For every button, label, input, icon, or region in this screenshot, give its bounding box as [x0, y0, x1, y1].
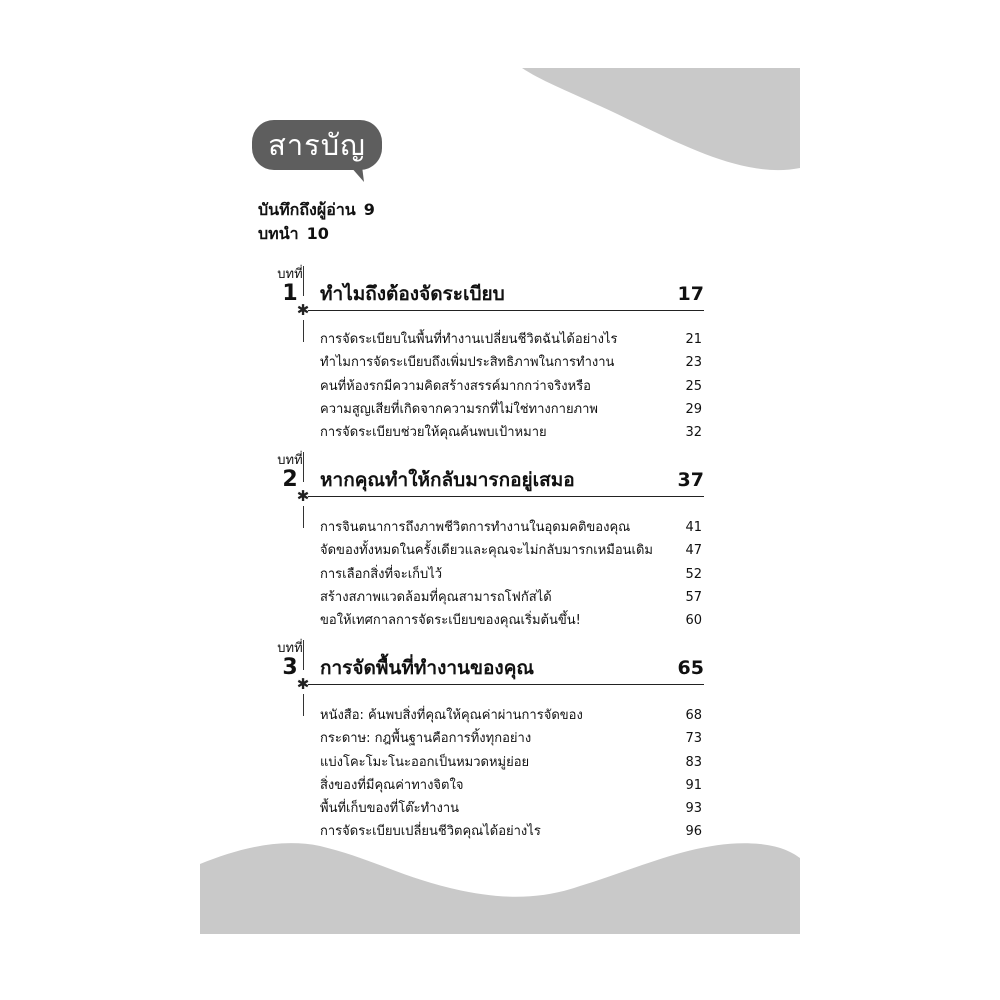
front-matter-page: 10: [306, 224, 329, 243]
chapter-label: บทที่: [277, 453, 303, 468]
toc-entry-page: 23: [685, 355, 702, 370]
chapter-title: การจัดพื้นที่ทำงานของคุณ: [320, 657, 535, 679]
page-title: สารบัญ: [268, 128, 366, 162]
toc-entry: คนที่ห้องรกมีความคิดสร้างสรรค์มากกว่าจริงหรือ: [320, 379, 591, 394]
toc-entry-page: 93: [685, 801, 702, 816]
toc-entry: หนังสือ: ค้นพบสิ่งที่คุณให้คุณค่าผ่านการจัดของ: [320, 708, 583, 723]
front-matter-item: [258, 222, 329, 247]
toc-entry: จัดของทั้งหมดในครั้งเดียวและคุณจะไม่กลับมารกเหมือนเดิม: [320, 543, 653, 558]
asterisk-icon: ✱: [296, 675, 310, 693]
front-matter-label: บันทึกถึงผู้อ่าน: [258, 200, 356, 219]
chapter-title: ทำไมถึงต้องจัดระเบียบ: [320, 283, 505, 305]
toc-entry-page: 25: [685, 379, 702, 394]
toc-entry: ขอให้เทศกาลการจัดระเบียบของคุณเริ่มต้นขึ้น!: [320, 613, 581, 628]
chapter-title: หากคุณทำให้กลับมารกอยู่เสมอ: [320, 469, 575, 491]
toc-entry: กระดาษ: กฎพื้นฐานคือการทิ้งทุกอย่าง: [320, 731, 532, 746]
toc-entry: ความสูญเสียที่เกิดจากความรกที่ไม่ใช่ทางกายภาพ: [320, 402, 598, 417]
top-gray-wave: [522, 68, 800, 170]
toc-entry-page: 52: [685, 567, 702, 582]
toc-entry: พื้นที่เก็บของที่โต๊ะทำงาน: [320, 801, 460, 816]
front-matter-item: [258, 198, 375, 223]
book-page: [200, 68, 800, 934]
chapter-page: 65: [677, 657, 704, 679]
front-matter-page: 9: [363, 200, 375, 219]
toc-entry-page: 29: [685, 402, 702, 417]
chapter-rule: [308, 684, 704, 685]
toc-entry-page: 96: [685, 824, 702, 839]
toc-entry-page: 73: [685, 731, 702, 746]
asterisk-icon: ✱: [296, 301, 310, 319]
toc-entry: การจัดระเบียบเปลี่ยนชีวิตคุณได้อย่างไร: [320, 824, 541, 839]
toc-entry: การจัดระเบียบในพื้นที่ทำงานเปลี่ยนชีวิตฉันได้อย่างไร: [320, 332, 618, 347]
chapter-rule: [308, 496, 704, 497]
toc-entry-page: 41: [685, 520, 702, 535]
toc-entry-page: 47: [685, 543, 702, 558]
chapter-number: 1: [282, 281, 298, 306]
toc-entry-page: 83: [685, 755, 702, 770]
chapter-page: 37: [677, 469, 704, 491]
toc-entry: การเลือกสิ่งที่จะเก็บไว้: [320, 567, 443, 582]
chapter-page: 17: [677, 283, 704, 305]
toc-entry-page: 32: [685, 425, 702, 440]
toc-entry: การจัดระเบียบช่วยให้คุณค้นพบเป้าหมาย: [320, 425, 547, 440]
asterisk-icon: ✱: [296, 487, 310, 505]
toc-entry: แบ่งโคะโมะโนะออกเป็นหมวดหมู่ย่อย: [320, 755, 530, 770]
toc-entry: การจินตนาการถึงภาพชีวิตการทำงานในอุดมคติของคุณ: [320, 520, 631, 535]
chapter-divider-bottom: [303, 694, 304, 716]
chapter-number: 2: [282, 467, 298, 492]
toc-entry-page: 60: [685, 613, 702, 628]
toc-entry-page: 68: [685, 708, 702, 723]
chapter-label: บทที่: [277, 641, 303, 656]
toc-entry: สร้างสภาพแวดล้อมที่คุณสามารถโฟกัสได้: [320, 590, 552, 605]
chapter-number: 3: [282, 655, 298, 680]
toc-entry-page: 57: [685, 590, 702, 605]
toc-entry-page: 91: [685, 778, 702, 793]
toc-entry: ทำไมการจัดระเบียบถึงเพิ่มประสิทธิภาพในการทำงาน: [320, 355, 615, 370]
chapter-divider-bottom: [303, 506, 304, 528]
bottom-gray-wave: [200, 843, 800, 934]
front-matter-label: บทนำ: [258, 224, 299, 243]
toc-entry-page: 21: [685, 332, 702, 347]
toc-entry: สิ่งของที่มีคุณค่าทางจิตใจ: [320, 778, 464, 793]
chapter-label: บทที่: [277, 267, 303, 282]
chapter-divider-bottom: [303, 320, 304, 342]
chapter-rule: [308, 310, 704, 311]
